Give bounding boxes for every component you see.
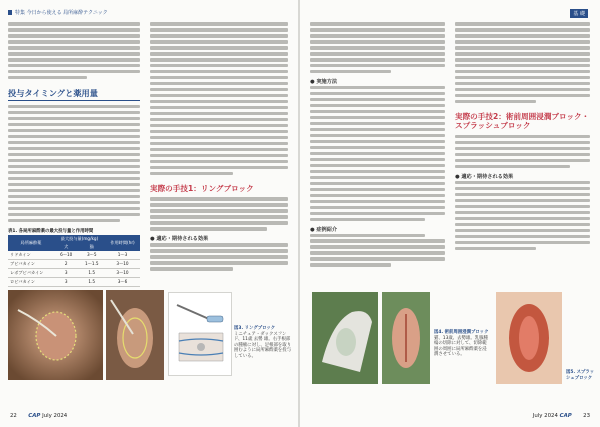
body-text-block: [310, 234, 445, 270]
surgical-photo-incision: [382, 292, 430, 384]
table-subheader-dog: 犬: [54, 243, 78, 251]
magazine-logo: CAP: [559, 413, 572, 419]
surgical-photo-gloved-hand: [312, 292, 378, 384]
section-heading-splash-block: 実際の手技2：術前周囲浸潤ブロック・スプラッシュブロック: [455, 111, 590, 131]
left-column-b: [150, 22, 288, 273]
figure-3b-photo: [106, 290, 164, 380]
running-title: 特集 今日から使える 局所麻酔テクニック: [15, 10, 108, 16]
ring-block-diagram: [169, 293, 231, 375]
body-text-block: [150, 22, 288, 178]
subheading-indication: ● 適応・期待される効果: [150, 236, 209, 242]
body-text-block: [455, 135, 590, 171]
body-text-block: [8, 22, 140, 82]
body-text-block: [150, 197, 288, 233]
table-header-duration: 作用時間(hr): [105, 235, 140, 251]
table-row: [8, 251, 140, 260]
body-text-block: [150, 243, 288, 273]
figure-4b-photo: [382, 292, 430, 384]
table-row: [8, 259, 140, 268]
section-tab: 基 礎: [570, 9, 588, 18]
body-text-block: [455, 22, 590, 106]
figure-3c-diagram: [168, 292, 232, 376]
figure-4-caption-body: 猫、13歳、去勢雄。乳腺腫瘍の切除に対して、切除範囲の周囲に局所麻酔薬を浸潤させている。: [434, 335, 488, 358]
table-header-row: [8, 235, 140, 243]
section-heading-ring-block: 実際の手技1：リングブロック: [150, 183, 254, 193]
cell-cat: 1.5: [78, 277, 105, 286]
surgical-photo-dog-limb: [8, 290, 103, 380]
section-heading-timing: 投与タイミングと薬用量: [8, 87, 98, 98]
cell-drug: リドカイン: [8, 251, 54, 260]
surgical-photo-injection: [106, 290, 164, 380]
subheading-case: ● 症例紹介: [310, 226, 338, 233]
cell-dog: 2: [54, 259, 78, 268]
left-column-a: [8, 22, 140, 287]
cell-dog: 3: [54, 277, 78, 286]
table-subheader-cat: 猫: [78, 243, 105, 251]
table-header-max-dose: 最大投与量(mg/kg): [54, 235, 105, 243]
dose-table: [8, 235, 140, 287]
cell-duration: 3〜10: [105, 268, 140, 277]
right-column-a: [310, 22, 445, 269]
cell-cat: 3〜5: [78, 251, 105, 260]
subheading-method: ● 実施方法: [310, 78, 338, 85]
cell-cat: 1〜1.5: [78, 259, 105, 268]
cell-duration: 1〜3: [105, 251, 140, 260]
right-footer: [533, 413, 590, 419]
body-text-block: [310, 22, 445, 76]
figure-4a-photo: [312, 292, 378, 384]
issue-date: July 2024: [532, 413, 558, 419]
cell-cat: 1.5: [78, 268, 105, 277]
figure-3a-photo: [8, 290, 103, 380]
cell-dog: 3: [54, 268, 78, 277]
right-page: [300, 0, 600, 427]
cell-duration: 3〜10: [105, 259, 140, 268]
body-text-block: [310, 86, 445, 224]
body-text-block: [455, 181, 590, 253]
heading-rule: [8, 100, 140, 101]
figure-5-photo: [496, 292, 562, 384]
table-row: [8, 268, 140, 277]
page-number: 23: [583, 413, 590, 419]
figure-5-caption: [566, 370, 598, 381]
figure-3-caption: [234, 326, 294, 360]
body-text-block: [8, 105, 140, 225]
figure-4-caption: [434, 330, 490, 358]
cell-drug: ロピバカイン: [8, 277, 54, 286]
page-number: 22: [10, 413, 17, 419]
magazine-logo: CAP: [28, 413, 41, 419]
cell-drug: ブピバカイン: [8, 259, 54, 268]
header-marker: [8, 10, 12, 15]
table-row: [8, 277, 140, 286]
cell-drug: レボブピバカイン: [8, 268, 54, 277]
cell-duration: 3〜6: [105, 277, 140, 286]
surgical-photo-splash: [496, 292, 562, 384]
running-header: [8, 9, 108, 16]
issue-date: July 2024: [42, 413, 68, 419]
figure-5-caption-title: 図5. スプラッシュブロック: [566, 370, 595, 381]
left-page: [0, 0, 298, 427]
figure-4-caption-title: 図4. 術前周囲浸潤ブロック: [434, 330, 489, 335]
cell-dog: 6〜10: [54, 251, 78, 260]
table-header-drug: 局所麻酔薬: [8, 235, 54, 251]
subheading-indication-2: ● 適応・期待される効果: [455, 173, 514, 180]
figure-3-caption-body: ミニチュア・ダックスフンド、11歳 去勢 雄。右手根部の腫瘤に対し、足根部を取り囲むように局所麻酔薬を投与している。: [234, 331, 292, 359]
figure-3-caption-title: 図3. リングブロック: [234, 326, 276, 331]
right-column-b: [455, 22, 590, 253]
left-footer: [10, 413, 67, 419]
table-caption: 表1. 各局所麻酔薬の最大投与量と作用時間: [8, 228, 94, 234]
